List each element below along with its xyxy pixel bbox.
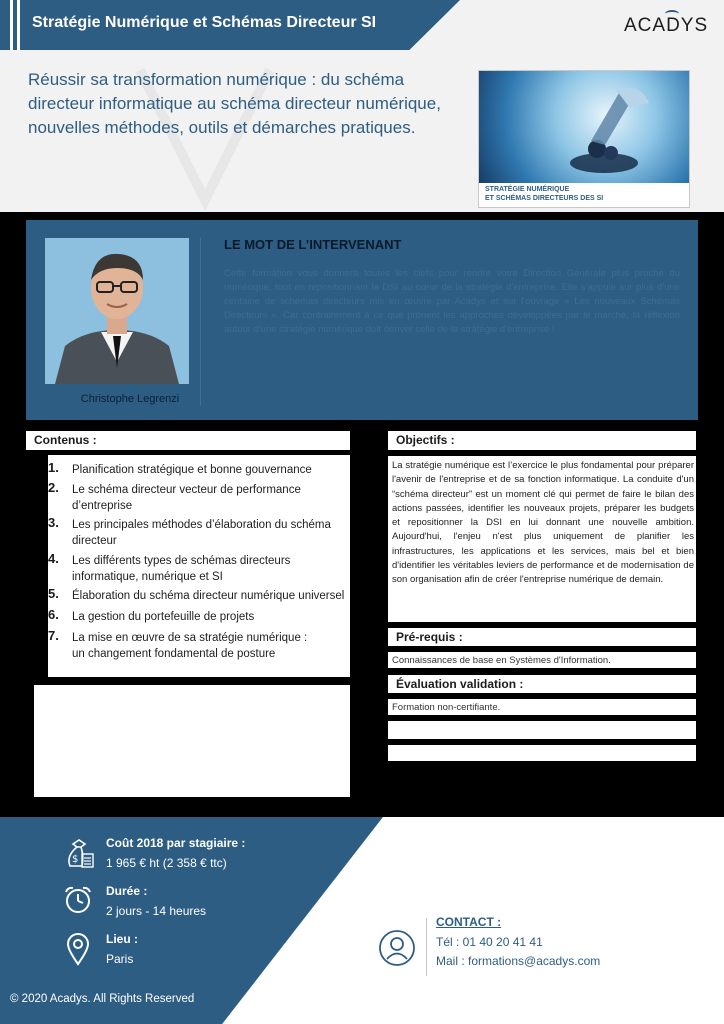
speaker-divider [200,238,201,406]
cost-value: 1 965 € ht (2 358 € ttc) [106,856,227,870]
list-item-number: 2. [48,480,59,495]
list-item [48,628,308,662]
empty-field [388,721,696,739]
speaker-name: Christophe Legrenzi [80,393,180,405]
objectifs-box [388,456,696,622]
objectifs-title: Objectifs : [388,431,696,450]
duration-value: 2 jours - 14 heures [106,904,207,918]
contact-title: CONTACT : [436,915,502,929]
list-item [48,551,291,585]
cost-label: Coût 2018 par stagiaire : [106,836,246,850]
list-item-line: Planification stratégique et bonne gouvernance [72,464,312,476]
objectifs-text: La stratégie numérique est l’exercice le plus fondamental pour préparer l'avenir de l'entreprise et de sa fonction informatique. La conduite d'un “schéma directeur” est un moment clé qui permet de faire le bilan des actions passées, identifier les nouveaux projets, préparer les budgets et repositionner la DSI en lui donnant une nouvelle ambition. Aujourd'hui, l'enjeu n'est plus uniquement de planifier les infrastructures, les applications et les services, mais bel et bien d'identifier les véritables leviers de performance et de modernisation de son organisation afin de créer l'entreprise numérique de demain. [392,460,694,586]
prerequis-text: Connaissances de base en Systèmes d'Information. [388,652,696,668]
cover-illustration [479,71,690,183]
cover-caption [485,185,603,203]
prerequis-title: Pré-requis : [388,628,696,646]
contact-divider [426,918,427,976]
list-item-line: informatique, numérique et SI [72,571,223,583]
list-item-line: directeur [72,535,117,547]
list-item-number: 7. [48,628,59,643]
evaluation-text: Formation non-certifiante. [388,699,696,715]
logo-text: ACADYS [624,15,709,36]
evaluation-title: Évaluation validation : [388,675,696,693]
user-circle-icon [378,929,416,967]
book-cover-image [478,70,690,208]
list-item-line: d’entreprise [72,500,133,512]
list-item-line: La gestion du portefeuille de projets [72,611,255,623]
list-item-line: Les différents types de schémas directeurs [72,555,291,567]
list-item [48,460,312,478]
cover-caption-line1: STRATÉGIE NUMÉRIQUE [485,186,570,193]
list-item-line: La mise en œuvre de sa stratégie numérique : [72,632,308,644]
copyright: © 2020 Acadys. All Rights Reserved [10,993,195,1005]
location-value: Paris [106,952,134,966]
list-item [48,480,301,514]
list-item [48,607,255,625]
banner-title: Stratégie Numérique et Schémas Directeur SI [32,14,377,31]
list-item-line: Les principales méthodes d’élaboration du schéma [72,519,331,531]
robot-hand-icon [479,71,690,183]
list-item-line: Élaboration du schéma directeur numérique universel [72,590,345,602]
list-item-number: 4. [48,551,59,566]
contenus-title: Contenus : [26,431,350,450]
contenus-empty-box [34,685,350,797]
contenus-list [48,455,350,677]
empty-field [388,745,696,761]
contact-email[interactable]: Mail : formations@acadys.com [436,954,601,968]
duration-label: Durée : [106,884,148,898]
alarm-clock-icon [62,884,94,916]
speaker-section-title: LE MOT DE L’INTERVENANT [224,237,402,252]
list-item-number: 6. [48,607,59,622]
speaker-photo [45,238,189,384]
acadys-logo [610,12,710,42]
speaker-portrait-icon [45,238,189,384]
list-item-line: Le schéma directeur vecteur de performance [72,484,301,496]
contact-phone[interactable]: Tél : 01 40 20 41 41 [436,935,543,949]
list-item-line: un changement fondamental de posture [72,648,276,660]
location-pin-icon [66,932,90,966]
location-label: Lieu : [106,932,138,946]
list-item-number: 1. [48,460,59,475]
list-item-number: 5. [48,586,59,601]
speaker-text: Cette formation vous donnera toutes les clefs pour rendre votre Direction Générale plus proche du numérique, tout en repositionnant la DSI au cœur de la stratégie d'entreprise. Elle s'appuie sur plus d'une centaine de schémas directeurs mis en œuvre par Acadys et sur l'ouvrage « Les nouveaux Schémas Directeurs ». Car contrairement à ce que prônent les approches développées par le marché, la réflexion autour d'une stratégie numérique doit dériver celle de la stratégie d'entreprise ! [224,268,680,335]
title-bars-decoration [10,0,22,50]
svg-text:$: $ [72,854,79,865]
money-bag-icon [63,838,95,870]
page-subtitle: Réussir sa transformation numérique : du schéma directeur informatique au schéma directeur numérique, nouvelles méthodes, outils et démarches pratiques. [28,70,441,137]
cover-caption-line2: ET SCHÉMAS DIRECTEURS DES SI [485,195,604,202]
list-item [48,515,331,549]
list-item [48,586,345,604]
list-item-number: 3. [48,515,59,530]
